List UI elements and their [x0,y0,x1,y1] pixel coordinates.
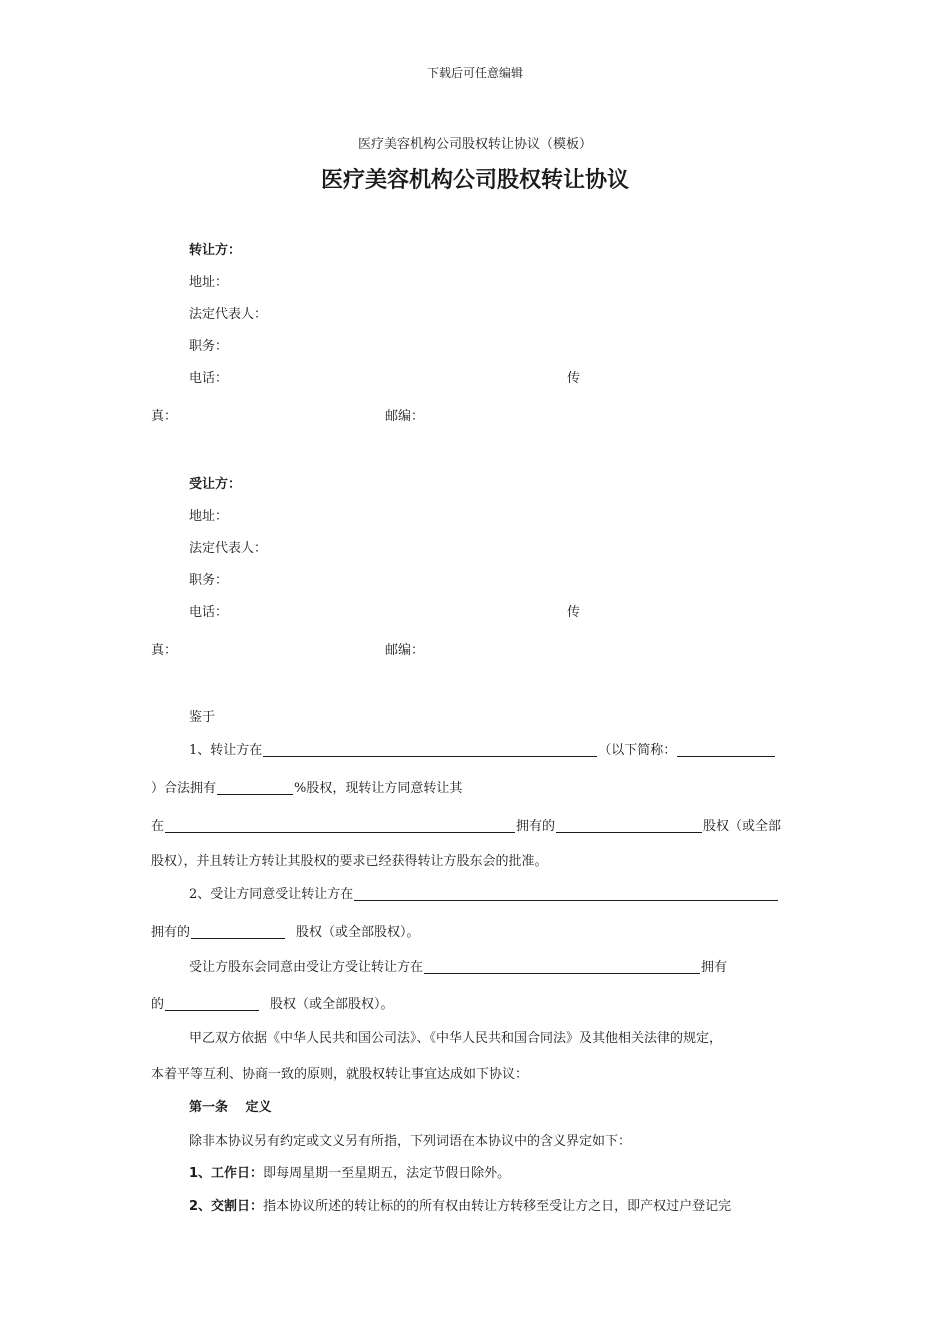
document-subtitle: 医疗美容机构公司股权转让协议（模板） [357,137,592,152]
recital-text: 股权（或全部股权）。 [296,925,420,940]
transferor-postcode-label: 邮编： [385,409,425,424]
transferee-postcode-label: 邮编： [385,643,425,658]
definition-delivery-date [189,1200,731,1213]
transferee-fax-label-part2: 真： [151,643,178,658]
blank-line[interactable] [165,819,515,833]
recital-item2-line1 [189,887,779,901]
definition-text: 即每周星期一至星期五，法定节假日除外。 [263,1166,511,1181]
transferor-heading: 转让方： [189,243,242,258]
recital-item2-line2 [151,925,420,939]
recital-text: %股权，现转让方同意转让其 [294,781,463,796]
transferee-phone-label: 电话： [189,605,229,620]
blank-line[interactable] [165,997,259,1011]
legal-basis-line2: 本着平等互利、协商一致的原则，就股权转让事宜达成如下协议： [151,1067,529,1082]
legal-basis-line1: 甲乙双方依据《中华人民共和国公司法》、《中华人民共和国合同法》及其他相关法律的规定， [189,1031,723,1046]
recital-text: 在 [151,819,165,834]
recital-item3-line2 [151,997,394,1011]
recital-item1-line2 [151,781,462,795]
recital-text: ）合法拥有 [151,781,217,796]
transferee-address-label: 地址： [189,509,229,524]
recital-item3-line1 [189,960,727,974]
blank-line[interactable] [191,925,285,939]
transferee-position-label: 职务： [189,573,229,588]
transferor-position-label: 职务： [189,339,229,354]
recital-text: 拥有的 [516,819,556,834]
blank-line[interactable] [217,781,293,795]
blank-line[interactable] [263,743,597,757]
transferor-legal-rep-label: 法定代表人： [189,307,268,322]
blank-line[interactable] [556,819,702,833]
article1-heading: 第一条 定义 [189,1100,272,1115]
recital-text: 2、受让方同意受让转让方在 [189,887,354,902]
recital-text: 的 [151,997,165,1012]
recital-item1-line4: 股权），并且转让方转让其股权的要求已经获得转让方股东会的批准。 [151,854,548,869]
whereas-label: 鉴于 [189,710,216,725]
article1-intro: 除非本协议另有约定或文义另有所指，下列词语在本协议中的含义界定如下： [189,1134,632,1149]
transferor-phone-label: 电话： [189,371,229,386]
definition-term: 交割日： [211,1199,264,1214]
recital-text: 拥有的 [151,925,191,940]
definition-term: 工作日： [211,1166,264,1181]
definition-workday [189,1167,510,1180]
recital-text: 股权（或全部股权）。 [270,997,394,1012]
recital-text: 股权（或全部 [703,819,782,834]
definition-text: 指本协议所述的转让标的的所有权由转让方转移至受让方之日，即产权过户登记完 [263,1199,732,1214]
transferee-fax-label-part1: 传 [567,605,581,620]
transferee-legal-rep-label: 法定代表人： [189,541,268,556]
blank-line[interactable] [677,743,775,757]
recital-text: 受让方股东会同意由受让方受让转让方在 [189,960,424,975]
header-note: 下载后可任意编辑 [426,66,523,80]
document-title: 医疗美容机构公司股权转让协议 [320,168,629,193]
recital-text: （以下简称： [598,743,677,758]
recital-item1-line3 [151,819,781,833]
transferor-fax-label-part1: 传 [567,371,581,386]
blank-line[interactable] [424,960,700,974]
recital-item1-line1 [189,743,776,757]
transferor-fax-label-part2: 真： [151,409,178,424]
recital-text: 拥有 [701,960,728,975]
transferor-address-label: 地址： [189,275,229,290]
blank-line[interactable] [354,887,778,901]
definition-number: 1、 [189,1166,212,1181]
transferee-heading: 受让方： [189,477,242,492]
definition-number: 2、 [189,1199,212,1214]
recital-text: 1、转让方在 [189,743,263,758]
